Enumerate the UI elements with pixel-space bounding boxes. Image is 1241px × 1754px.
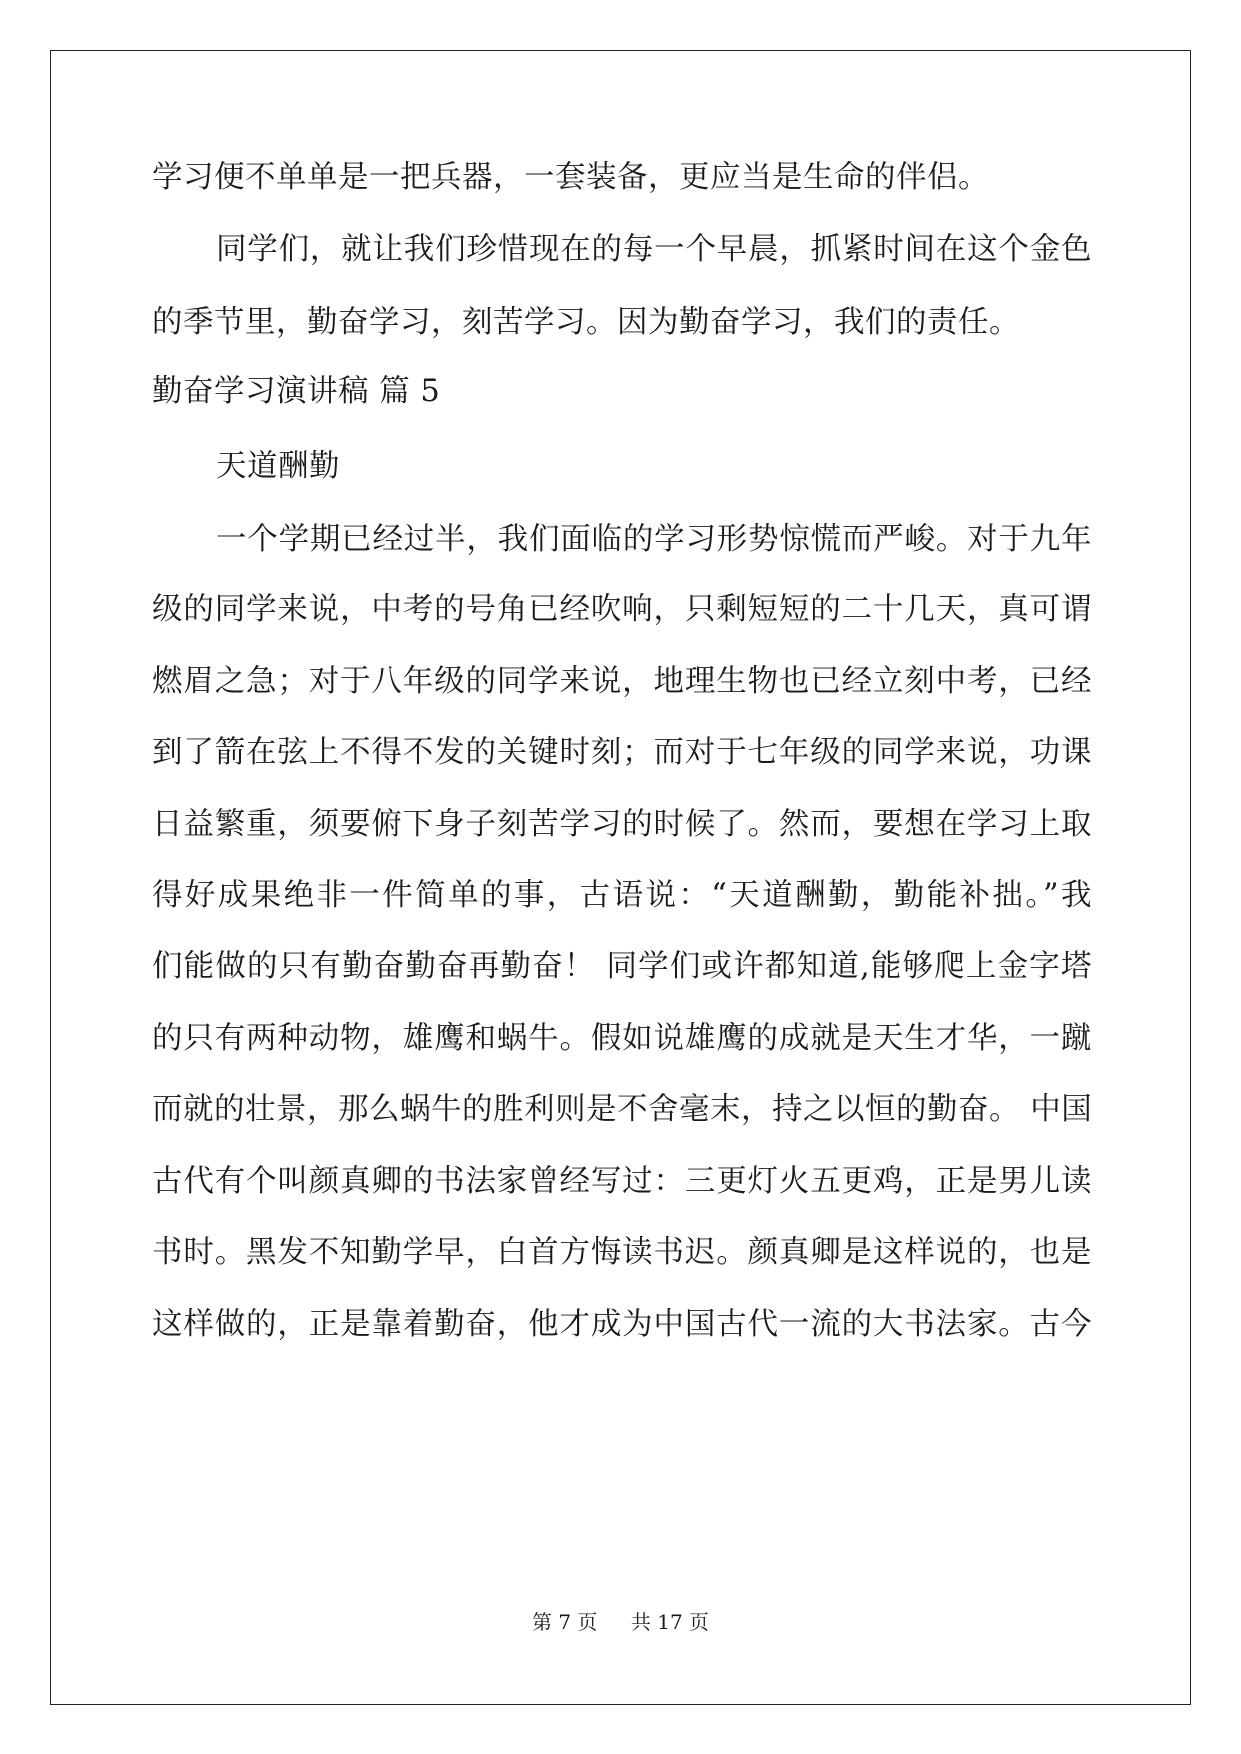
body-line: 一个学期已经过半，我们面临的学习形势惊慌而严峻。对于九年 [216,522,1092,557]
page-footer [0,1610,1241,1634]
body-line: 日益繁重，须要俯下身子刻苦学习的时候了。然而，要想在学习上取 [152,807,1092,842]
body-line: 的只有两种动物，雄鹰和蜗牛。假如说雄鹰的成就是天生才华，一蹴 [152,1021,1092,1056]
page-number: 第 7 页 [531,1610,598,1634]
section-subtitle: 天道酬勤 [216,449,340,484]
body-line: 古代有个叫颜真卿的书法家曾经写过：三更灯火五更鸡，正是男儿读 [152,1164,1092,1199]
body-line: 们能做的只有勤奋勤奋再勤奋！ 同学们或许都知道,能够爬上金字塔 [152,949,1092,984]
body-line: 得好成果绝非一件简单的事，古语说：“天道酬勤，勤能补拙。”我 [152,878,1092,913]
body-line: 到了箭在弦上不得不发的关键时刻；而对于七年级的同学来说，功课 [152,735,1092,770]
body-line: 学习便不单单是一把兵器，一套装备，更应当是生命的伴侣。 [152,160,989,195]
section-heading: 勤奋学习演讲稿 篇 5 [152,374,441,409]
body-line: 同学们，就让我们珍惜现在的每一个早晨，抓紧时间在这个金色 [216,232,1092,267]
body-line: 而就的壮景，那么蜗牛的胜利则是不舍毫末，持之以恒的勤奋。 中国 [152,1092,1093,1127]
body-line: 这样做的，正是靠着勤奋，他才成为中国古代一流的大书法家。古今 [152,1307,1092,1342]
body-line: 级的同学来说，中考的号角已经吹响，只剩短短的二十几天，真可谓 [152,592,1092,627]
body-line: 的季节里，勤奋学习，刻苦学习。因为勤奋学习，我们的责任。 [152,305,1020,340]
body-line: 书时。黑发不知勤学早，白首方悔读书迟。颜真卿是这样说的，也是 [152,1235,1092,1270]
body-line: 燃眉之急；对于八年级的同学来说，地理生物也已经立刻中考，已经 [152,664,1092,699]
page-total: 共 17 页 [630,1610,710,1634]
